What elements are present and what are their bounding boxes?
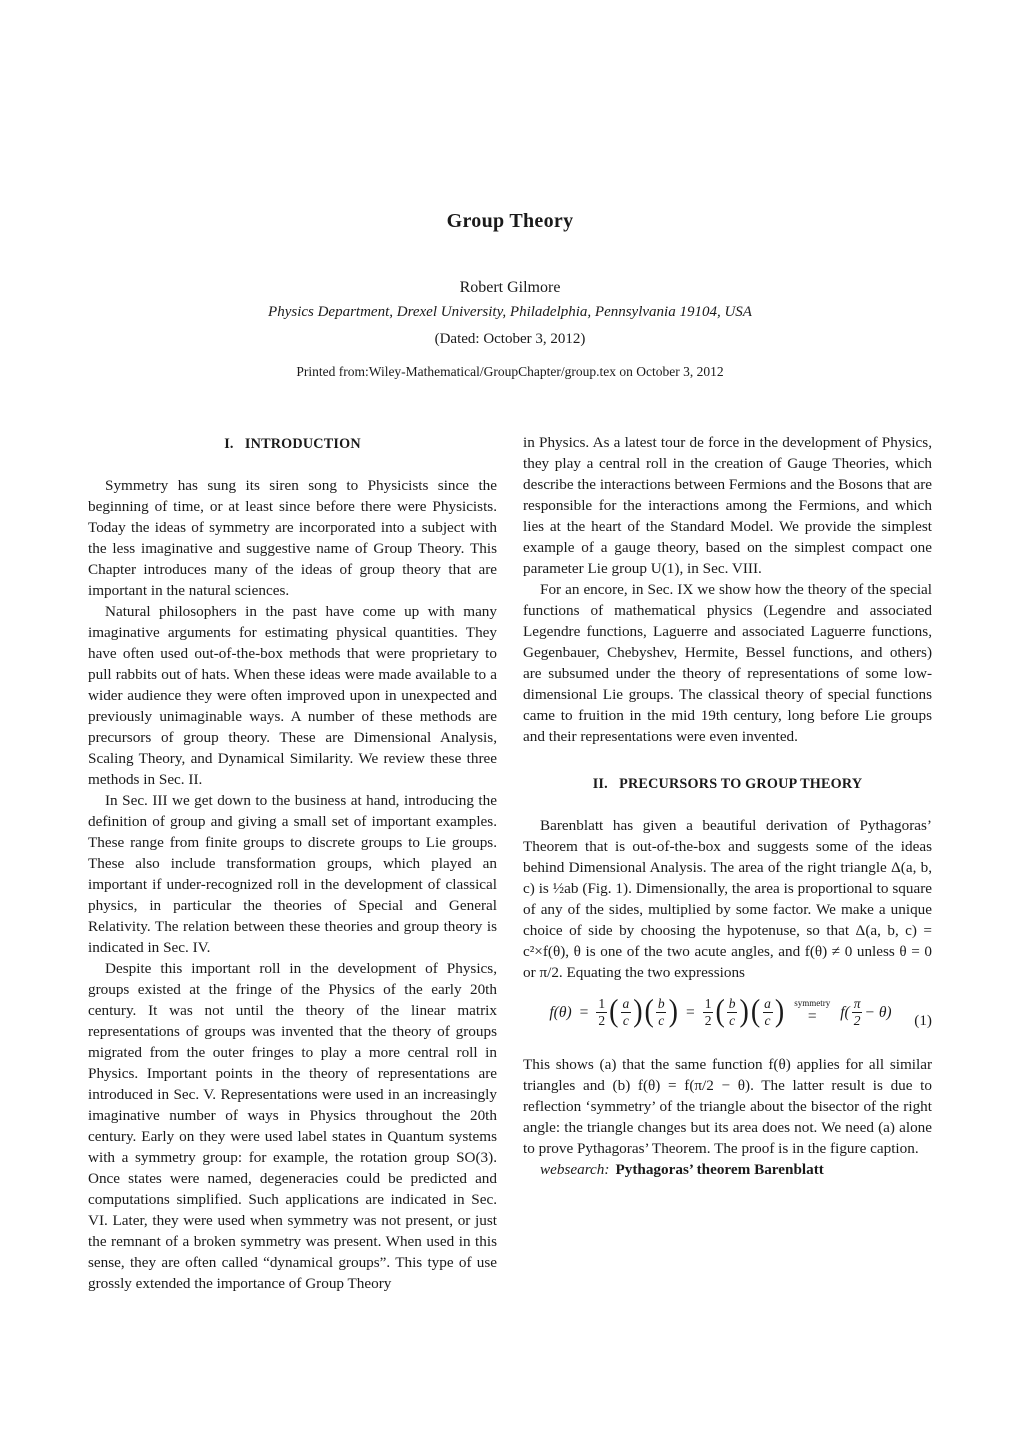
- paper-header: [0, 0, 1020, 380]
- paragraph-intro-5: in Physics. As a latest tour de force in the development of Physics, they play a central roll in the creation of Gauge Theories, which describe the interactions between Fermions and the Bosons that are responsible for the interactions among the Fermions, and which lies at the heart of the Standard Model. We provide the simplest example of a gauge theory, based on the simplest compact one parameter Lie group U(1), in Sec. VIII.: [523, 434, 932, 577]
- open-paren: (: [609, 994, 619, 1030]
- date-line: (Dated: October 3, 2012): [434, 331, 586, 347]
- websearch-query: Pythagoras’ theorem Barenblatt: [615, 1161, 824, 1179]
- fraction-b-over-c: $\frac{b}{c}$: [657, 996, 665, 1028]
- paragraph-precursors-2: This shows (a) that the same function f(θ) applies for all similar triangles and (b) f(θ) = f(π/2 − θ). The latter result is due to reflection ‘symmetry’ of the triangle about the bisector of the right angle: the triangle changes but its area does not. We need (a) alone to prove Pythagoras’ Theorem. The proof is in the figure caption.: [523, 1056, 932, 1158]
- websearch-label: websearch:: [540, 1161, 610, 1179]
- open-paren: (: [715, 994, 725, 1030]
- close-paren: ): [633, 994, 643, 1030]
- close-paren: ): [739, 994, 749, 1030]
- two-column-body: [88, 432, 932, 1294]
- equation-rhs-tail: − θ): [864, 1003, 892, 1021]
- equation-1-expression: [523, 996, 918, 1028]
- author-name: Robert Gilmore: [459, 279, 561, 296]
- symmetry-equals-sign: symmetry =: [794, 998, 831, 1026]
- paragraph-precursors-1: Barenblatt has given a beautiful derivation of Pythagoras’ Theorem that is out-of-the-box and suggests some of the ideas behind Dimensional Analysis. The area of the right triangle Δ(a, b, c) is ½ab (Fig. 1). Dimensionally, the area is proportional to square of any of the sides, multiplied by some factor. We make a unique choice of side by choosing the hypotenuse, so that Δ(a, b, c) = c²×f(θ), θ is one of the two acute angles, and f(θ) ≠ 0 unless θ = 0 or π/2. Equating the two expressions: [523, 817, 932, 981]
- paragraph-intro-6: For an encore, in Sec. IX we show how the theory of the special functions of mathematical physics (Legendre and associated Legendre functions, Laguerre and associated Laguerre functions, Gegenbauer, Chebyshev, Hermite, Bessel functions, and others) are subsumed under the theory of representations of some low-dimensional Lie groups. The classical theory of special functions came to fruition in the mid 19th century, long before Lie groups and their representations were even invented.: [523, 581, 932, 745]
- paper-title: Group Theory: [446, 210, 574, 232]
- section-heading-precursors: II. PRECURSORS TO GROUP THEORY: [592, 776, 863, 792]
- paragraph-intro-1: Symmetry has sung its siren song to Physicists since the beginning of time, or at least since before there were Physicists. Today the ideas of symmetry are incorporated into a subject with the less imaginative and suggestive name of Group Theory. This Chapter introduces many of the ideas of group theory that are important in the natural sciences.: [88, 477, 497, 599]
- equation-1: [523, 996, 932, 1028]
- equation-lhs: f(θ): [549, 1003, 572, 1021]
- equation-rhs-open: f(: [840, 1003, 850, 1021]
- author-affiliation: Physics Department, Drexel University, Philadelphia, Pennsylvania 19104, USA: [268, 304, 752, 320]
- equals-sign: =: [579, 1003, 589, 1021]
- paragraph-intro-2: Natural philosophers in the past have come up with many imaginative arguments for estimating physical quantities. They have often used out-of-the-box methods that were proprietary to pull rabbits out of hats. When these ideas were made available to a wider audience they were often improved upon in unexpected and previously unimaginable ways. A number of these methods are precursors of group theory. These are Dimensional Analysis, Scaling Theory, and Dynamical Similarity. We review these three methods in Sec. II.: [88, 603, 497, 788]
- websearch-line: [523, 1159, 932, 1180]
- fraction-b-over-c: $\frac{b}{c}$: [728, 996, 736, 1028]
- paragraph-intro-4: Despite this important roll in the development of Physics, groups existed at the fringe of the Physics of the early 20th century. It was not until the theory of the linear matrix representations of groups was invented that the theory of groups migrated from the outer fringes to play a more central roll in Physics. Important points in the theory of representations are introduced in Sec. V. Representations were used in an increasingly imaginative number of ways in Physics throughout the 20th century. Early on they were used label states in Quantum systems with a symmetry group: for example, the rotation group SO(3). Once states were named, degeneracies could be predicted and computations simplified. Such applications are indicated in Sec. VI. Later, they were used when symmetry was not present, or just the remnant of a broken symmetry was present. When used in this sense, they are often called “dynamical groups”. This type of use grossly extended the importance of Group Theory: [88, 960, 497, 1292]
- section-heading-introduction: I. INTRODUCTION: [224, 436, 361, 452]
- close-paren: ): [668, 994, 678, 1030]
- paragraph-intro-3: In Sec. III we get down to the business at hand, introducing the definition of group and giving a small set of important examples. These range from finite groups to discrete groups to Lie groups. These also include transformation groups, which played an important if under-recognized roll in the development of classical physics, in particular the theories of Special and General Relativity. The relation between these theories and group theory is indicated in Sec. IV.: [88, 792, 497, 956]
- fraction-one-half: $\frac{1}{2}$: [598, 996, 606, 1028]
- open-paren: (: [750, 994, 761, 1030]
- fraction-a-over-c: $\frac{a}{c}$: [764, 996, 771, 1028]
- equation-number: (1): [914, 1012, 932, 1030]
- open-paren: (: [644, 994, 654, 1030]
- fraction-a-over-c: $\frac{a}{c}$: [622, 996, 630, 1028]
- fraction-pi-over-2: $\frac{\pi}{2}$: [853, 996, 861, 1028]
- left-column: [88, 432, 497, 1294]
- equals-sign: =: [685, 1003, 695, 1021]
- printed-from-line: Printed from:Wiley-Mathematical/GroupChapter/group.tex on October 3, 2012: [296, 364, 724, 379]
- close-paren: ): [774, 994, 785, 1030]
- right-column: [523, 432, 932, 1294]
- fraction-one-half: $\frac{1}{2}$: [704, 996, 712, 1028]
